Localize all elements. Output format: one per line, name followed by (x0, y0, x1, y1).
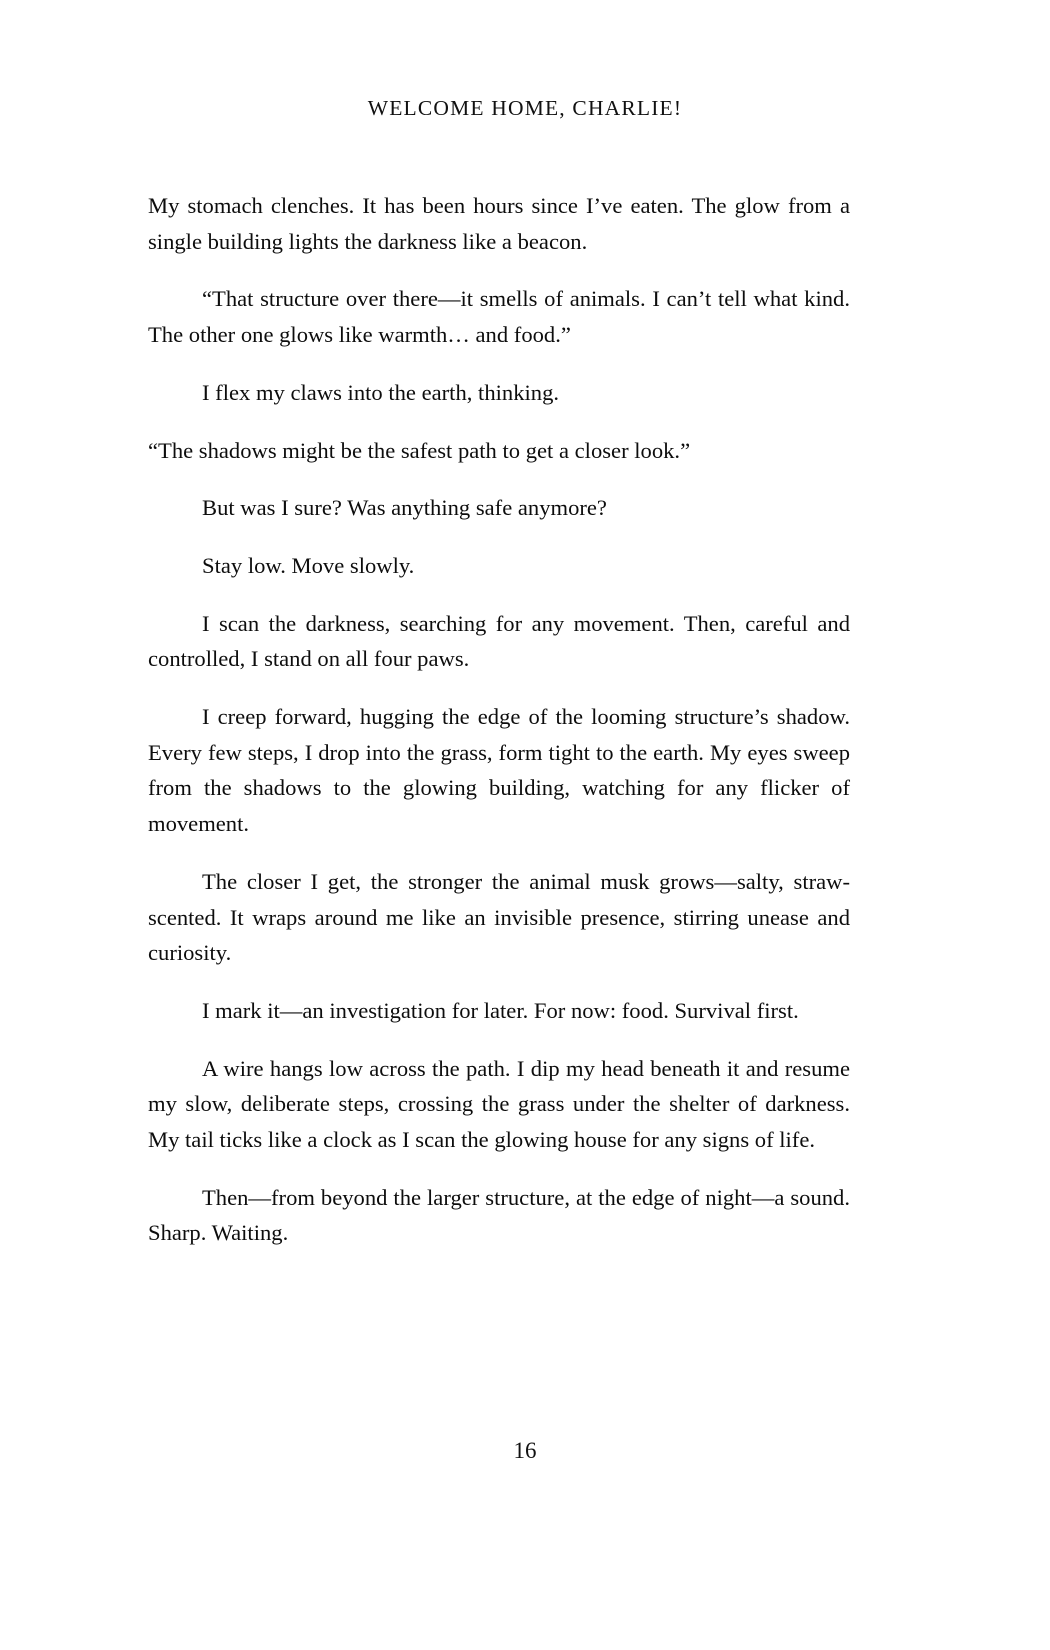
paragraph: “The shadows might be the safest path to get a closer look.” (148, 437, 691, 463)
page-number: 16 (513, 1438, 537, 1463)
paragraph: But was I sure? Was anything safe anymore? (202, 495, 607, 521)
paragraph: “That structure over there—it smells of animals. I can’t tell what kind. The other one glows like warmth… and food.” (148, 286, 850, 348)
paragraph: I scan the darkness, searching for any movement. Then, careful and controlled, I stand on all four paws. (148, 610, 850, 672)
paragraph: Stay low. Move slowly. (202, 552, 415, 578)
paragraph: I mark it—an investigation for later. For now: food. Survival first. (202, 997, 799, 1023)
body-text-block (148, 188, 850, 1251)
paragraph: I flex my claws into the earth, thinking. (202, 379, 560, 405)
running-head: WELCOME HOME, CHARLIE! (367, 96, 683, 120)
paragraph: The closer I get, the stronger the animal musk grows—salty, straw-scented. It wraps around me like an invisible presence, stirring unease and curiosity. (148, 868, 850, 966)
paragraph: I creep forward, hugging the edge of the looming structure’s shadow. Every few steps, I drop into the grass, form tight to the earth. My eyes sweep from the shadows to the glowing building, watching for any flicker of movement. (148, 704, 850, 837)
paragraph: A wire hangs low across the path. I dip my head beneath it and resume my slow, deliberate steps, crossing the grass under the shelter of darkness. My tail ticks like a clock as I scan the glowing house for any signs of life. (148, 1055, 850, 1153)
paragraph: My stomach clenches. It has been hours since I’ve eaten. The glow from a single building lights the darkness like a beacon. (148, 193, 850, 254)
paragraph: Then—from beyond the larger structure, at the edge of night—a sound. Sharp. Waiting. (148, 1184, 850, 1246)
